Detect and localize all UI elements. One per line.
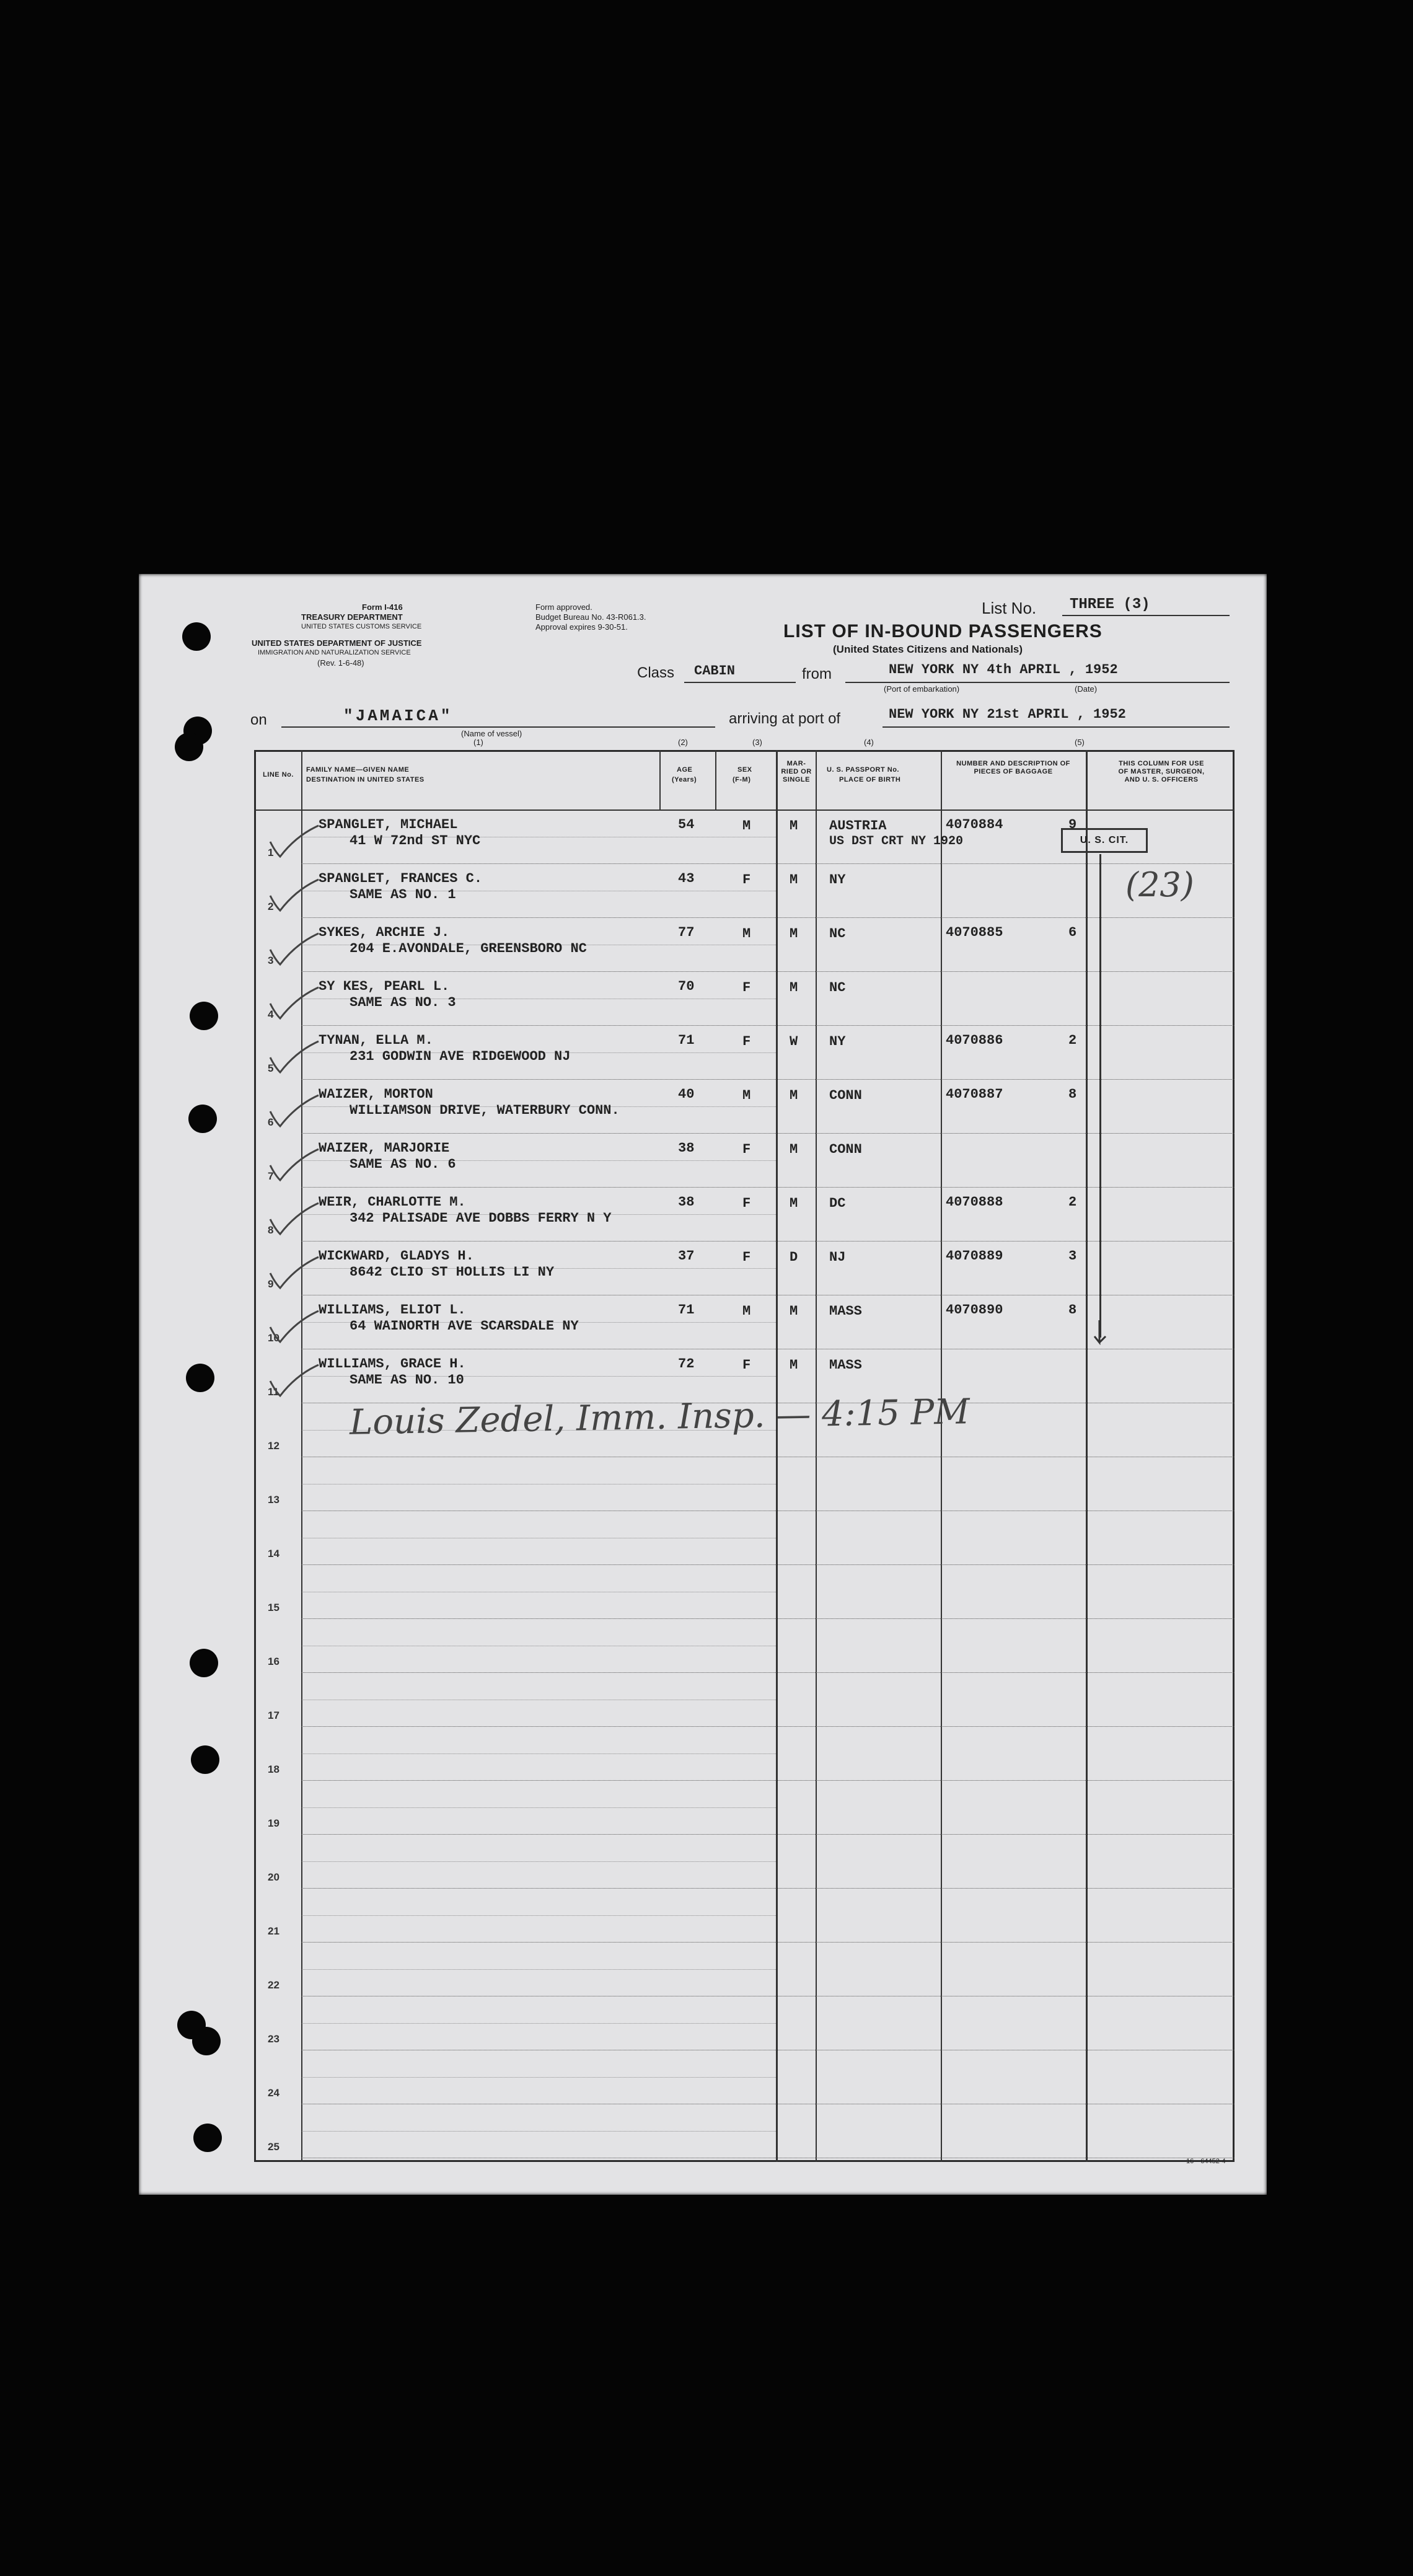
line-number: 11 xyxy=(268,1386,279,1398)
passenger-destination: 342 PALISADE AVE DOBBS FERRY N Y xyxy=(350,1211,612,1226)
passenger-age: 70 xyxy=(678,979,695,994)
passenger-name: SPANGLET, FRANCES C. xyxy=(319,871,483,886)
passenger-birthplace: MASS xyxy=(829,1303,862,1319)
line-number: 13 xyxy=(268,1494,280,1506)
baggage-number: 4070885 xyxy=(946,925,1003,940)
passenger-name: WAIZER, MORTON xyxy=(319,1087,433,1102)
passenger-marital: M xyxy=(790,818,798,834)
line-number: 3 xyxy=(268,955,274,966)
baggage-pieces: 8 xyxy=(1068,1087,1077,1102)
passenger-marital: M xyxy=(790,872,798,888)
passenger-birthplace: CONN xyxy=(829,1088,862,1103)
passenger-sex: M xyxy=(742,818,751,834)
baggage-pieces: 6 xyxy=(1068,925,1077,940)
check-mark-icon xyxy=(266,931,322,968)
passenger-age: 54 xyxy=(678,817,695,832)
passenger-sex: M xyxy=(742,926,751,942)
col-header-sex-sub: (F-M) xyxy=(733,776,751,783)
port-embarkation-label: (Port of embarkation) xyxy=(884,684,960,694)
col-header-age: AGE xyxy=(677,766,693,774)
baggage-pieces: 9 xyxy=(1068,817,1077,832)
col-index: (1) xyxy=(473,738,483,747)
passenger-birthplace: NC xyxy=(829,926,846,942)
passenger-birthplace: NY xyxy=(829,1034,846,1049)
col-header-name: FAMILY NAME—GIVEN NAME xyxy=(306,766,410,774)
passenger-name: TYNAN, ELLA M. xyxy=(319,1033,433,1048)
passenger-marital: W xyxy=(790,1034,798,1049)
passenger-marital: M xyxy=(790,1357,798,1373)
binder-hole xyxy=(193,2124,222,2152)
baggage-number: 4070889 xyxy=(946,1248,1003,1264)
passenger-birthplace: NC xyxy=(829,980,846,995)
class-value: CABIN xyxy=(694,663,736,679)
passenger-name: WILLIAMS, ELIOT L. xyxy=(319,1302,466,1318)
baggage-number: 4070887 xyxy=(946,1087,1003,1102)
passenger-age: 38 xyxy=(678,1140,695,1156)
check-mark-icon xyxy=(266,823,322,860)
line-number: 14 xyxy=(268,1548,280,1559)
binder-hole xyxy=(191,1745,219,1774)
col-header-married: MAR-RIED OR SINGLE xyxy=(781,760,812,783)
baggage-pieces: 2 xyxy=(1068,1194,1077,1210)
check-mark-icon xyxy=(266,1308,322,1346)
check-mark-icon xyxy=(266,1147,322,1184)
passenger-destination: SAME AS NO. 10 xyxy=(350,1372,464,1388)
line-number: 20 xyxy=(268,1871,280,1883)
line-number: 22 xyxy=(268,1979,280,1991)
passenger-destination: WILLIAMSON DRIVE, WATERBURY CONN. xyxy=(350,1103,620,1118)
line-number: 23 xyxy=(268,2033,280,2045)
col-index: (5) xyxy=(1075,738,1085,747)
passenger-name: SY KES, PEARL L. xyxy=(319,979,450,994)
line-number: 24 xyxy=(268,2087,280,2099)
inspector-signature: Louis Zedel, Imm. Insp. — 4:15 PM xyxy=(349,1392,971,1443)
check-mark-icon xyxy=(266,1201,322,1238)
col-header-passport: U. S. PASSPORT No. xyxy=(827,766,899,774)
line-number: 25 xyxy=(268,2141,280,2153)
binder-hole xyxy=(186,1364,214,1392)
baggage-number: 4070888 xyxy=(946,1194,1003,1210)
baggage-pieces: 3 xyxy=(1068,1248,1077,1264)
passenger-marital: M xyxy=(790,1088,798,1103)
passenger-name: SPANGLET, MICHAEL xyxy=(319,817,458,832)
passenger-age: 38 xyxy=(678,1194,695,1210)
passenger-marital: D xyxy=(790,1250,798,1265)
budget-bureau: Budget Bureau No. 43-R061.3. xyxy=(535,612,646,622)
col-index: (4) xyxy=(864,738,874,747)
check-mark-icon xyxy=(266,1039,322,1076)
line-number: 12 xyxy=(268,1440,280,1452)
passenger-age: 71 xyxy=(678,1302,695,1318)
col-header-destination: DESTINATION IN UNITED STATES xyxy=(306,776,425,783)
passenger-birthplace: AUSTRIA xyxy=(829,818,887,834)
customs-service: UNITED STATES CUSTOMS SERVICE xyxy=(301,623,422,630)
line-number: 5 xyxy=(268,1062,274,1074)
col-header-baggage: NUMBER AND DESCRIPTION OF PIECES OF BAGGAGE xyxy=(956,760,1070,775)
passenger-birthplace: NJ xyxy=(829,1250,846,1265)
col-header-line: LINE No. xyxy=(263,771,294,779)
passenger-name: WEIR, CHARLOTTE M. xyxy=(319,1194,466,1210)
passenger-birthplace: NY xyxy=(829,872,846,888)
passenger-sex: F xyxy=(742,1196,751,1211)
col-index: (2) xyxy=(678,738,688,747)
baggage-number: 4070890 xyxy=(946,1302,1003,1318)
check-mark-icon xyxy=(266,1362,322,1400)
us-citizen-stamp: U. S. CIT. xyxy=(1061,828,1148,853)
check-mark-icon xyxy=(266,1093,322,1130)
list-no-label: List No. xyxy=(982,599,1037,617)
form-number: Form I-416 xyxy=(362,602,403,612)
binder-hole xyxy=(190,1002,218,1030)
passenger-destination: 41 W 72nd ST NYC xyxy=(350,833,481,849)
line-number: 9 xyxy=(268,1278,274,1290)
justice-dept: UNITED STATES DEPARTMENT OF JUSTICE xyxy=(252,638,422,648)
line-number: 21 xyxy=(268,1925,280,1937)
passenger-sex: F xyxy=(742,1357,751,1373)
treasury-dept: TREASURY DEPARTMENT xyxy=(301,612,403,622)
baggage-pieces: 8 xyxy=(1068,1302,1077,1318)
check-mark-icon xyxy=(266,1255,322,1292)
baggage-number: 4070884 xyxy=(946,817,1003,832)
passenger-marital: M xyxy=(790,1196,798,1211)
line-number: 10 xyxy=(268,1332,280,1344)
binder-hole xyxy=(175,733,203,761)
passenger-marital: M xyxy=(790,980,798,995)
passenger-sex: F xyxy=(742,980,751,995)
line-number: 16 xyxy=(268,1656,280,1667)
passenger-age: 40 xyxy=(678,1087,695,1102)
line-number: 15 xyxy=(268,1602,280,1613)
passenger-age: 71 xyxy=(678,1033,695,1048)
passenger-age: 37 xyxy=(678,1248,695,1264)
form-approved: Form approved. xyxy=(535,602,592,612)
passenger-destination: 204 E.AVONDALE, GREENSBORO NC xyxy=(350,941,587,956)
passenger-sex: F xyxy=(742,1142,751,1157)
passenger-name: WAIZER, MARJORIE xyxy=(319,1140,450,1156)
col-header-sex: SEX xyxy=(737,766,752,774)
line-number: 8 xyxy=(268,1224,274,1236)
passenger-destination: SAME AS NO. 6 xyxy=(350,1157,456,1172)
passenger-age: 72 xyxy=(678,1356,695,1372)
ins-service: IMMIGRATION AND NATURALIZATION SERVICE xyxy=(258,649,411,656)
line-number: 17 xyxy=(268,1709,280,1721)
line-number: 7 xyxy=(268,1170,274,1182)
passenger-marital: M xyxy=(790,1303,798,1319)
arriving-label: arriving at port of xyxy=(729,710,841,727)
from-label: from xyxy=(802,666,832,682)
passenger-age: 77 xyxy=(678,925,695,940)
list-no-value: THREE (3) xyxy=(1070,596,1150,613)
passenger-destination: 231 GODWIN AVE RIDGEWOOD NJ xyxy=(350,1049,571,1064)
count-note: (23) xyxy=(1125,865,1194,904)
col-header-birth: PLACE OF BIRTH xyxy=(839,776,901,783)
col-header-officials: THIS COLUMN FOR USE OF MASTER, SURGEON, AND U. S. OFFICERS xyxy=(1118,760,1205,783)
baggage-number: 4070886 xyxy=(946,1033,1003,1048)
document-sheet xyxy=(139,574,1267,2195)
on-label: on xyxy=(250,712,267,728)
binder-hole xyxy=(190,1649,218,1677)
arriving-value: NEW YORK NY 21st APRIL , 1952 xyxy=(889,707,1126,722)
from-value: NEW YORK NY 4th APRIL , 1952 xyxy=(889,662,1118,677)
passenger-birthplace: CONN xyxy=(829,1142,862,1157)
approval-expires: Approval expires 9-30-51. xyxy=(535,622,628,632)
col-index: (3) xyxy=(752,738,762,747)
passenger-sex: F xyxy=(742,872,751,888)
check-mark-icon xyxy=(266,985,322,1022)
passenger-destination: 8642 CLIO ST HOLLIS LI NY xyxy=(350,1264,555,1280)
passenger-name: WICKWARD, GLADYS H. xyxy=(319,1248,474,1264)
binder-hole xyxy=(192,2027,221,2055)
page-subtitle: (United States Citizens and Nationals) xyxy=(833,643,1023,655)
passenger-marital: M xyxy=(790,926,798,942)
vessel-name: "JAMAICA" xyxy=(343,707,453,725)
class-label: Class xyxy=(637,664,675,681)
passenger-birthplace: DC xyxy=(829,1196,846,1211)
vessel-name-label: (Name of vessel) xyxy=(461,729,522,738)
passenger-name: SYKES, ARCHIE J. xyxy=(319,925,450,940)
page-title: LIST OF IN-BOUND PASSENGERS xyxy=(783,621,1103,642)
passenger-name: WILLIAMS, GRACE H. xyxy=(319,1356,466,1372)
footer-code: 16—64452-4 xyxy=(1186,2158,1226,2165)
arrow-icon xyxy=(1087,1318,1114,1345)
passenger-birthplace: MASS xyxy=(829,1357,862,1373)
passenger-sex: M xyxy=(742,1088,751,1103)
binder-hole xyxy=(188,1105,217,1133)
line-number: 4 xyxy=(268,1008,274,1020)
check-mark-icon xyxy=(266,877,322,914)
passenger-naturalization: US DST CRT NY 1920 xyxy=(829,834,964,849)
passenger-sex: F xyxy=(742,1034,751,1049)
passenger-destination: 64 WAINORTH AVE SCARSDALE NY xyxy=(350,1318,579,1334)
baggage-pieces: 2 xyxy=(1068,1033,1077,1048)
line-number: 1 xyxy=(268,847,274,858)
passenger-sex: F xyxy=(742,1250,751,1265)
line-number: 19 xyxy=(268,1817,280,1829)
passenger-destination: SAME AS NO. 1 xyxy=(350,887,456,902)
col-header-age-sub: (Years) xyxy=(672,776,697,783)
passenger-age: 43 xyxy=(678,871,695,886)
binder-hole xyxy=(182,622,211,651)
passenger-marital: M xyxy=(790,1142,798,1157)
passenger-sex: M xyxy=(742,1303,751,1319)
passenger-destination: SAME AS NO. 3 xyxy=(350,995,456,1010)
line-number: 6 xyxy=(268,1116,274,1128)
line-number: 2 xyxy=(268,901,274,912)
line-number: 18 xyxy=(268,1763,280,1775)
revision: (Rev. 1-6-48) xyxy=(317,658,364,668)
date-label: (Date) xyxy=(1075,684,1098,694)
